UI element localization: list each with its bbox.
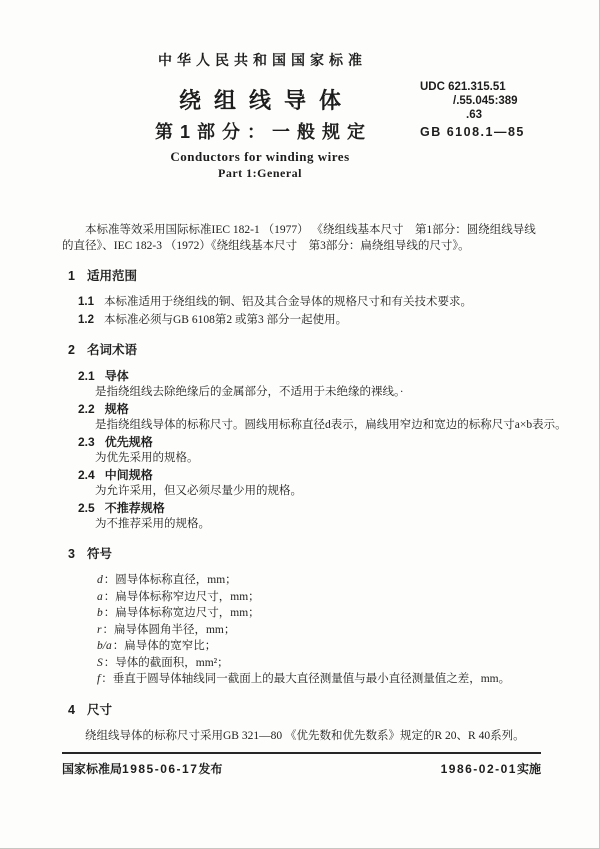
section-4-number: 4 bbox=[68, 702, 75, 717]
document-body bbox=[62, 222, 567, 744]
term-2-4-heading bbox=[78, 467, 541, 483]
udc-number-line3: .63 bbox=[466, 109, 482, 121]
section-2-number: 2 bbox=[68, 343, 75, 357]
clause-1-1-text: 本标准适用于绕组线的铜、铝及其合金导体的规格尺寸和有关技术要求。 bbox=[104, 296, 472, 308]
symbol-text-d: ：圆导体标称直径，mm； bbox=[103, 574, 237, 586]
symbol-letter-b: b bbox=[97, 607, 103, 619]
symbol-text-b: ：扁导体标称宽边尺寸，mm； bbox=[103, 607, 260, 619]
term-2-3-heading bbox=[78, 434, 541, 450]
term-2-4-name: 中间规格 bbox=[104, 468, 153, 482]
term-2-3-definition: 为优先采用的规格。 bbox=[95, 452, 199, 464]
national-standard-label: 中华人民共和国国家标准 bbox=[158, 52, 367, 68]
issue-statement bbox=[62, 760, 222, 777]
symbol-letter-b-over-a: b/a bbox=[97, 640, 112, 652]
symbol-definition-S bbox=[97, 655, 541, 672]
section-1-heading bbox=[68, 268, 541, 284]
udc-number-line1: UDC 621.315.51 bbox=[420, 81, 506, 93]
issue-date: 1985-06-17 bbox=[122, 762, 199, 776]
symbol-letter-S: S bbox=[97, 656, 103, 669]
section-3-number: 3 bbox=[68, 547, 75, 561]
term-2-2-heading bbox=[78, 401, 541, 417]
term-2-2-number: 2.2 bbox=[78, 402, 95, 416]
issuing-authority: 国家标准局 bbox=[62, 762, 123, 776]
document-subtitle-chinese: 第1部分：一般规定 bbox=[154, 122, 372, 142]
symbol-definition-a bbox=[97, 589, 541, 606]
document-subtitle-english: Part 1:General bbox=[218, 166, 302, 180]
term-2-4-definition: 为允许采用，但又必须尽量少用的规格。 bbox=[95, 485, 302, 497]
term-2-1-heading bbox=[78, 368, 541, 384]
clause-1-2-text: 本标准必须与GB 6108第2 或第3 部分一起使用。 bbox=[104, 314, 348, 326]
classification-block bbox=[420, 80, 525, 139]
implementation-date: 1986-02-01 bbox=[440, 762, 517, 776]
section-1-number: 1 bbox=[68, 269, 75, 283]
symbol-definition-d bbox=[97, 572, 541, 589]
symbol-text-r: ：扁导体圆角半径，mm； bbox=[102, 623, 236, 636]
term-2-3-name: 优先规格 bbox=[104, 435, 153, 449]
section-2-title: 名词术语 bbox=[86, 343, 137, 357]
term-2-3-number: 2.3 bbox=[78, 435, 95, 449]
symbol-letter-r: r bbox=[97, 623, 102, 636]
section-3-title: 符号 bbox=[86, 547, 112, 561]
section-4-heading bbox=[68, 702, 541, 718]
udc-number-line2: /.55.045:389 bbox=[453, 95, 518, 107]
term-2-1-definition: 是指绕组线去除绝缘后的金属部分，不适用于未绝缘的裸线。· bbox=[95, 386, 404, 398]
clause-1-1-number: 1.1 bbox=[78, 296, 94, 308]
symbol-text-b-over-a: ：扁导体的宽窄比； bbox=[112, 640, 217, 652]
clause-1-2-number: 1.2 bbox=[78, 314, 94, 326]
implementation-label: 实施 bbox=[516, 762, 541, 776]
document-title-chinese: 绕组线导体 bbox=[178, 88, 354, 113]
term-2-5-definition: 为不推荐采用的规格。 bbox=[95, 518, 210, 530]
term-2-5-number: 2.5 bbox=[78, 501, 95, 515]
clause-1-2 bbox=[78, 312, 541, 328]
section-1-title: 适用范围 bbox=[86, 269, 137, 283]
clause-1-1 bbox=[78, 294, 541, 310]
symbol-definition-r bbox=[97, 622, 541, 639]
symbol-definition-b bbox=[97, 605, 541, 622]
symbol-definition-f bbox=[97, 671, 541, 688]
symbol-letter-a: a bbox=[97, 590, 103, 603]
symbol-text-a: ：扁导体标称窄边尺寸，mm； bbox=[103, 590, 260, 603]
section-4-paragraph: 绕组线导体的标称尺寸采用GB 321—80 《优先数和优先数系》规定的R 20、R 40系列。 bbox=[85, 729, 525, 742]
symbol-letter-f: f bbox=[97, 673, 101, 685]
term-2-2-name: 规格 bbox=[104, 402, 129, 416]
intro-paragraph: 本标准等效采用国际标准IEC 182-1 （1977） 《绕组线基本尺寸 第1部分：圆绕组线导线的直径》、IEC 182-3 （1972）《绕组线基本尺寸 第3部分：扁绕组导线的尺寸》。 bbox=[62, 224, 536, 252]
section-3-heading bbox=[68, 546, 541, 562]
symbol-text-S: ：导体的截面积，mm²； bbox=[103, 656, 229, 669]
issue-label: 发布 bbox=[198, 762, 223, 776]
document-title-english: Conductors for winding wires bbox=[170, 149, 350, 164]
section-2-heading bbox=[68, 342, 541, 358]
term-2-1-number: 2.1 bbox=[78, 369, 95, 383]
term-2-1-name: 导体 bbox=[104, 369, 129, 383]
implementation-statement bbox=[441, 760, 541, 777]
term-2-4-number: 2.4 bbox=[78, 468, 95, 482]
term-2-2-definition: 是指绕组线导体的标称尺寸。圆线用标称直径d表示，扁线用窄边和宽边的标称尺寸a×b表示。 bbox=[95, 419, 567, 431]
footer bbox=[62, 760, 541, 777]
symbol-letter-d: d bbox=[97, 574, 103, 586]
term-2-5-name: 不推荐规格 bbox=[104, 501, 165, 515]
term-2-5-heading bbox=[78, 500, 541, 516]
section-4-title: 尺寸 bbox=[86, 702, 112, 717]
symbol-text-f: ：垂直于圆导体轴线同一截面上的最大直径测量值与最小直径测量值之差，mm。 bbox=[101, 673, 511, 685]
standard-number: GB 6108.1—85 bbox=[420, 125, 525, 139]
symbol-definition-b-over-a bbox=[97, 638, 541, 655]
footer-divider bbox=[62, 752, 541, 754]
